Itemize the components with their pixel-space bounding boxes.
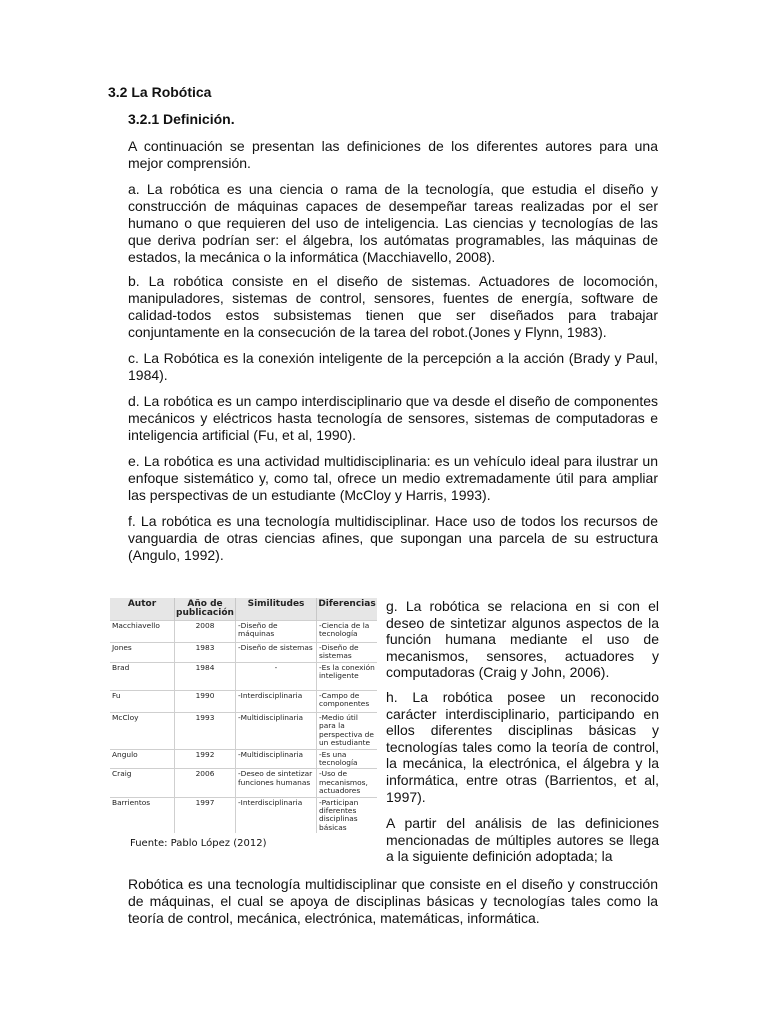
definition-a: a. La robótica es una ciencia o rama de la tecnología, que estudia el diseño y construcción de máquinas capaces de desempeñar tareas realizadas por el ser humano o que requieren del uso de inteligencia. Las ciencias y tecnologías de las que deriva podrían ser: el álgebra, los autómatas programables, las máquinas de estados, la mecánica o la informática (Macchiavello, 2008). xyxy=(128,181,658,265)
header-anio: Año de publicación xyxy=(175,598,236,621)
definition-b: b. La robótica consiste en el diseño de sistemas. Actuadores de locomoción, manipuladores, sistemas de control, sensores, fuentes de energía, software de calidad-todos estos subsistemas tienen que ser diseñados para trabajar conjuntamente en la consecución de la tarea del robot.(Jones y Flynn, 1983). xyxy=(128,273,658,340)
subsection-title: 3.2.1 Definición. xyxy=(128,111,235,127)
definition-e: e. La robótica es una actividad multidisciplinaria: es un vehículo ideal para ilustrar un enfoque sistemático y, como tal, ofrece un medio extremadamente útil para ampliar las perspectivas de un estudiante (McCloy y Harris, 1993). xyxy=(128,453,658,503)
cell-diferencias: -Uso de mecanismos, actuadores xyxy=(317,769,378,797)
cell-diferencias: -Medio útil para la perspectiva de un estudiante xyxy=(317,713,378,750)
header-diferencias: Diferencias xyxy=(317,598,378,621)
cell-anio: 1993 xyxy=(175,713,236,750)
table-header-row xyxy=(110,598,377,621)
cell-autor: Jones xyxy=(110,643,175,663)
cell-similitudes: -Diseño de máquinas xyxy=(236,621,317,643)
table-row xyxy=(110,713,377,750)
cell-similitudes: -Multidisciplinaria xyxy=(236,713,317,750)
definition-c: c. La Robótica es la conexión inteligente de la percepción a la acción (Brady y Paul, 1984). xyxy=(128,350,658,383)
cell-anio: 2006 xyxy=(175,769,236,797)
table-row xyxy=(110,691,377,713)
comparison-table xyxy=(110,598,377,833)
cell-autor: Barrientos xyxy=(110,797,175,833)
cell-diferencias: -Campo de componentes xyxy=(317,691,378,713)
table-row xyxy=(110,769,377,797)
definition-f: f. La robótica es una tecnología multidisciplinar. Hace uso de todos los recursos de vanguardia de otras ciencias afines, que supongan una parcela de su estructura (Angulo, 1992). xyxy=(128,513,658,563)
cell-anio: 1983 xyxy=(175,643,236,663)
cell-similitudes: -Deseo de sintetizar funciones humanas xyxy=(236,769,317,797)
cell-autor: Macchiavello xyxy=(110,621,175,643)
cell-autor: Angulo xyxy=(110,749,175,769)
cell-anio: 1984 xyxy=(175,663,236,691)
cell-anio: 1990 xyxy=(175,691,236,713)
cell-diferencias: -Es una tecnología xyxy=(317,749,378,769)
cell-autor: Brad xyxy=(110,663,175,691)
cell-similitudes: -Interdisciplinaria xyxy=(236,691,317,713)
cell-anio: 1992 xyxy=(175,749,236,769)
section-title: 3.2 La Robótica xyxy=(108,84,212,100)
conclusion-paragraph: Robótica es una tecnología multidisciplinar que consiste en el diseño y construcción de máquinas, el cual se apoya de disciplinas básicas y tecnologías tales como la teoría de control, mecánica, electrónica, matemáticas, informática. xyxy=(128,876,658,926)
cell-autor: McCloy xyxy=(110,713,175,750)
cell-similitudes: - xyxy=(236,663,317,691)
cell-anio: 1997 xyxy=(175,797,236,833)
table-row xyxy=(110,797,377,833)
cell-similitudes: -Interdisciplinaria xyxy=(236,797,317,833)
table-row xyxy=(110,643,377,663)
definition-g: g. La robótica se relaciona en si con el deseo de sintetizar algunos aspectos de la función humana mediante el uso de mecanismos, sensores, actuadores y computadoras (Craig y John, 2006). xyxy=(386,598,659,681)
intro-paragraph: A continuación se presentan las definiciones de los diferentes autores para una mejor comprensión. xyxy=(128,138,658,171)
cell-similitudes: -Multidisciplinaria xyxy=(236,749,317,769)
table-row xyxy=(110,663,377,691)
header-autor: Autor xyxy=(110,598,175,621)
header-similitudes: Similitudes xyxy=(236,598,317,621)
cell-diferencias: -Ciencia de la tecnología xyxy=(317,621,378,643)
definition-d: d. La robótica es un campo interdisciplinario que va desde el diseño de componentes mecánicos y eléctricos hasta tecnología de sensores, sistemas de computadoras e inteligencia artificial (Fu, et al, 1990). xyxy=(128,393,658,443)
cell-diferencias: -Participan diferentes disciplinas básicas xyxy=(317,797,378,833)
table-source-caption: Fuente: Pablo López (2012) xyxy=(130,838,267,849)
cell-diferencias: -Diseño de sistemas xyxy=(317,643,378,663)
table-row xyxy=(110,749,377,769)
cell-anio: 2008 xyxy=(175,621,236,643)
cell-similitudes: -Diseño de sistemas xyxy=(236,643,317,663)
table-row xyxy=(110,621,377,643)
cell-autor: Craig xyxy=(110,769,175,797)
cell-diferencias: -Es la conexión inteligente xyxy=(317,663,378,691)
analysis-paragraph: A partir del análisis de las definiciones mencionadas de múltiples autores se llega a la siguiente definición adoptada; la xyxy=(386,815,659,865)
cell-autor: Fu xyxy=(110,691,175,713)
definition-h: h. La robótica posee un reconocido carácter interdisciplinario, participando en ellos diferentes disciplinas básicas y tecnologías tales como la teoría de control, la mecánica, la electrónica, el álgebra y la informática, entre otras (Barrientos, et al, 1997). xyxy=(386,689,659,805)
